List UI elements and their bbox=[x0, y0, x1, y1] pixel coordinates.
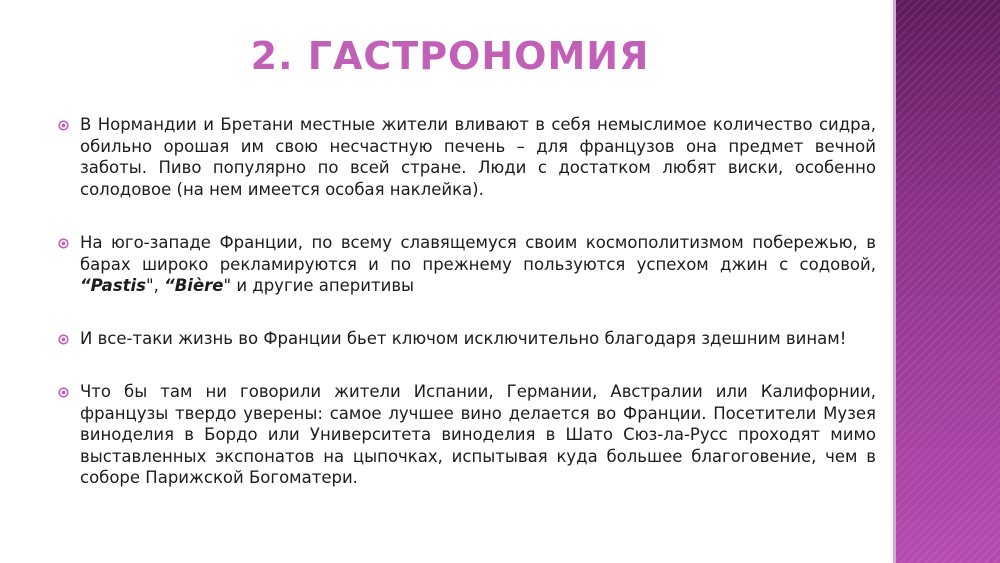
ring-bullet-icon bbox=[58, 238, 69, 249]
bullet-item bbox=[58, 114, 876, 200]
slide-body bbox=[58, 114, 876, 489]
bullet-text-part: На юго-западе Франции, по всему славящемуся своим космополитизмом побережью, в барах широко рекламируются и по прежнему пользуются успехом джин с содовой, bbox=[80, 233, 876, 274]
bullet-item bbox=[58, 232, 876, 297]
ring-bullet-icon bbox=[58, 120, 69, 131]
decorative-side-band bbox=[893, 0, 1000, 563]
bullet-text: В Нормандии и Бретани местные жители вливают в себя немыслимое количество сидра, обильно орошая им свою несчастную печень – для французов она предмет вечной заботы. Пиво популярно по всей стране. Люди с достатком любят виски, особенно солодовое (на нем имеется особая наклейка). bbox=[80, 115, 876, 199]
quote-open: “ bbox=[164, 276, 175, 295]
ring-bullet-icon bbox=[58, 334, 69, 345]
bullet-text bbox=[80, 232, 876, 297]
bullet-item bbox=[58, 381, 876, 489]
slide-title: 2. ГАСТРОНОМИЯ bbox=[250, 34, 650, 78]
bullet-text-part: " и другие аперитивы bbox=[223, 276, 415, 295]
band-pattern bbox=[893, 0, 1000, 563]
bullet-text: И все-таки жизнь во Франции бьет ключом исключительно благодаря здешним винам! bbox=[80, 328, 847, 348]
ring-bullet-icon bbox=[58, 387, 69, 398]
term-pastis: Pastis bbox=[90, 276, 146, 295]
term-biere: Bière bbox=[174, 276, 224, 295]
quote-open: “ bbox=[80, 276, 91, 295]
bullet-item bbox=[58, 328, 876, 350]
bullet-text: Что бы там ни говорили жители Испании, Германии, Австралии или Калифорнии, французы твердо уверены: самое лучшее вино делается во Франции. Посетители Музея виноделия в Бордо или Университета виноделия в Шато Сюз-ла-Русс проходят мимо выставленных экспонатов на цыпочках, испытывая куда большее благоговение, чем в соборе Парижской Богоматери. bbox=[80, 382, 876, 487]
quote-close: ", bbox=[146, 276, 165, 295]
